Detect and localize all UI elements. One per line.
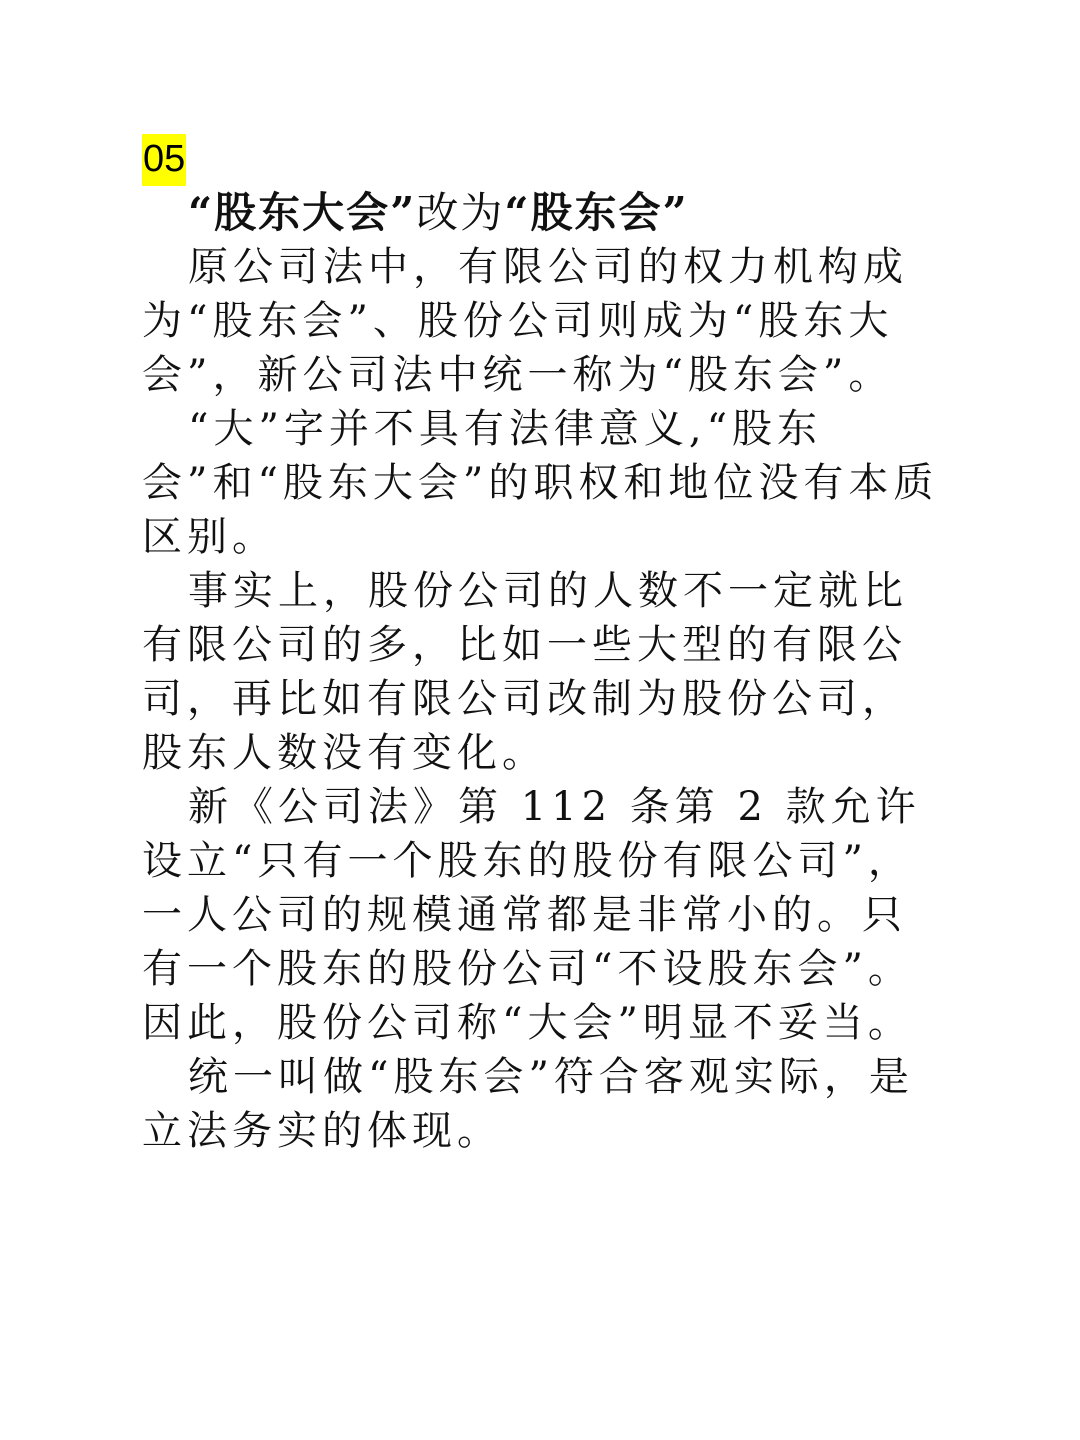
document-page [142,134,942,1158]
title-connector: 改为 [416,188,505,237]
title-new-term: “股东会” [504,188,689,237]
paragraph-5: 统一叫做“股东会”符合客观实际，是立法务实的体现。 [142,1054,914,1154]
section-number-badge: 05 [142,134,186,186]
title-old-term: “股东大会” [188,188,417,237]
paragraph-4: 新《公司法》第 112 条第 2 款允许设立“只有一个股东的股份有限公司”，一人公司的规模通常都是非常小的。只有一个股东的股份公司“不设股东会”。因此，股份公司称“大会”明显不妥当。 [142,784,921,1046]
paragraph-1: 原公司法中，有限公司的权力机构成为“股东会”、股份公司则成为“股东大会”，新公司法中统一称为“股东会”。 [142,244,908,398]
section-title [188,186,942,240]
paragraph-2: “大”字并不具有法律意义,“股东会”和“股东大会”的职权和地位没有本质区别。 [142,406,939,560]
paragraph-3: 事实上，股份公司的人数不一定就比有限公司的多，比如一些大型的有限公司，再比如有限公司改制为股份公司，股东人数没有变化。 [142,568,908,776]
